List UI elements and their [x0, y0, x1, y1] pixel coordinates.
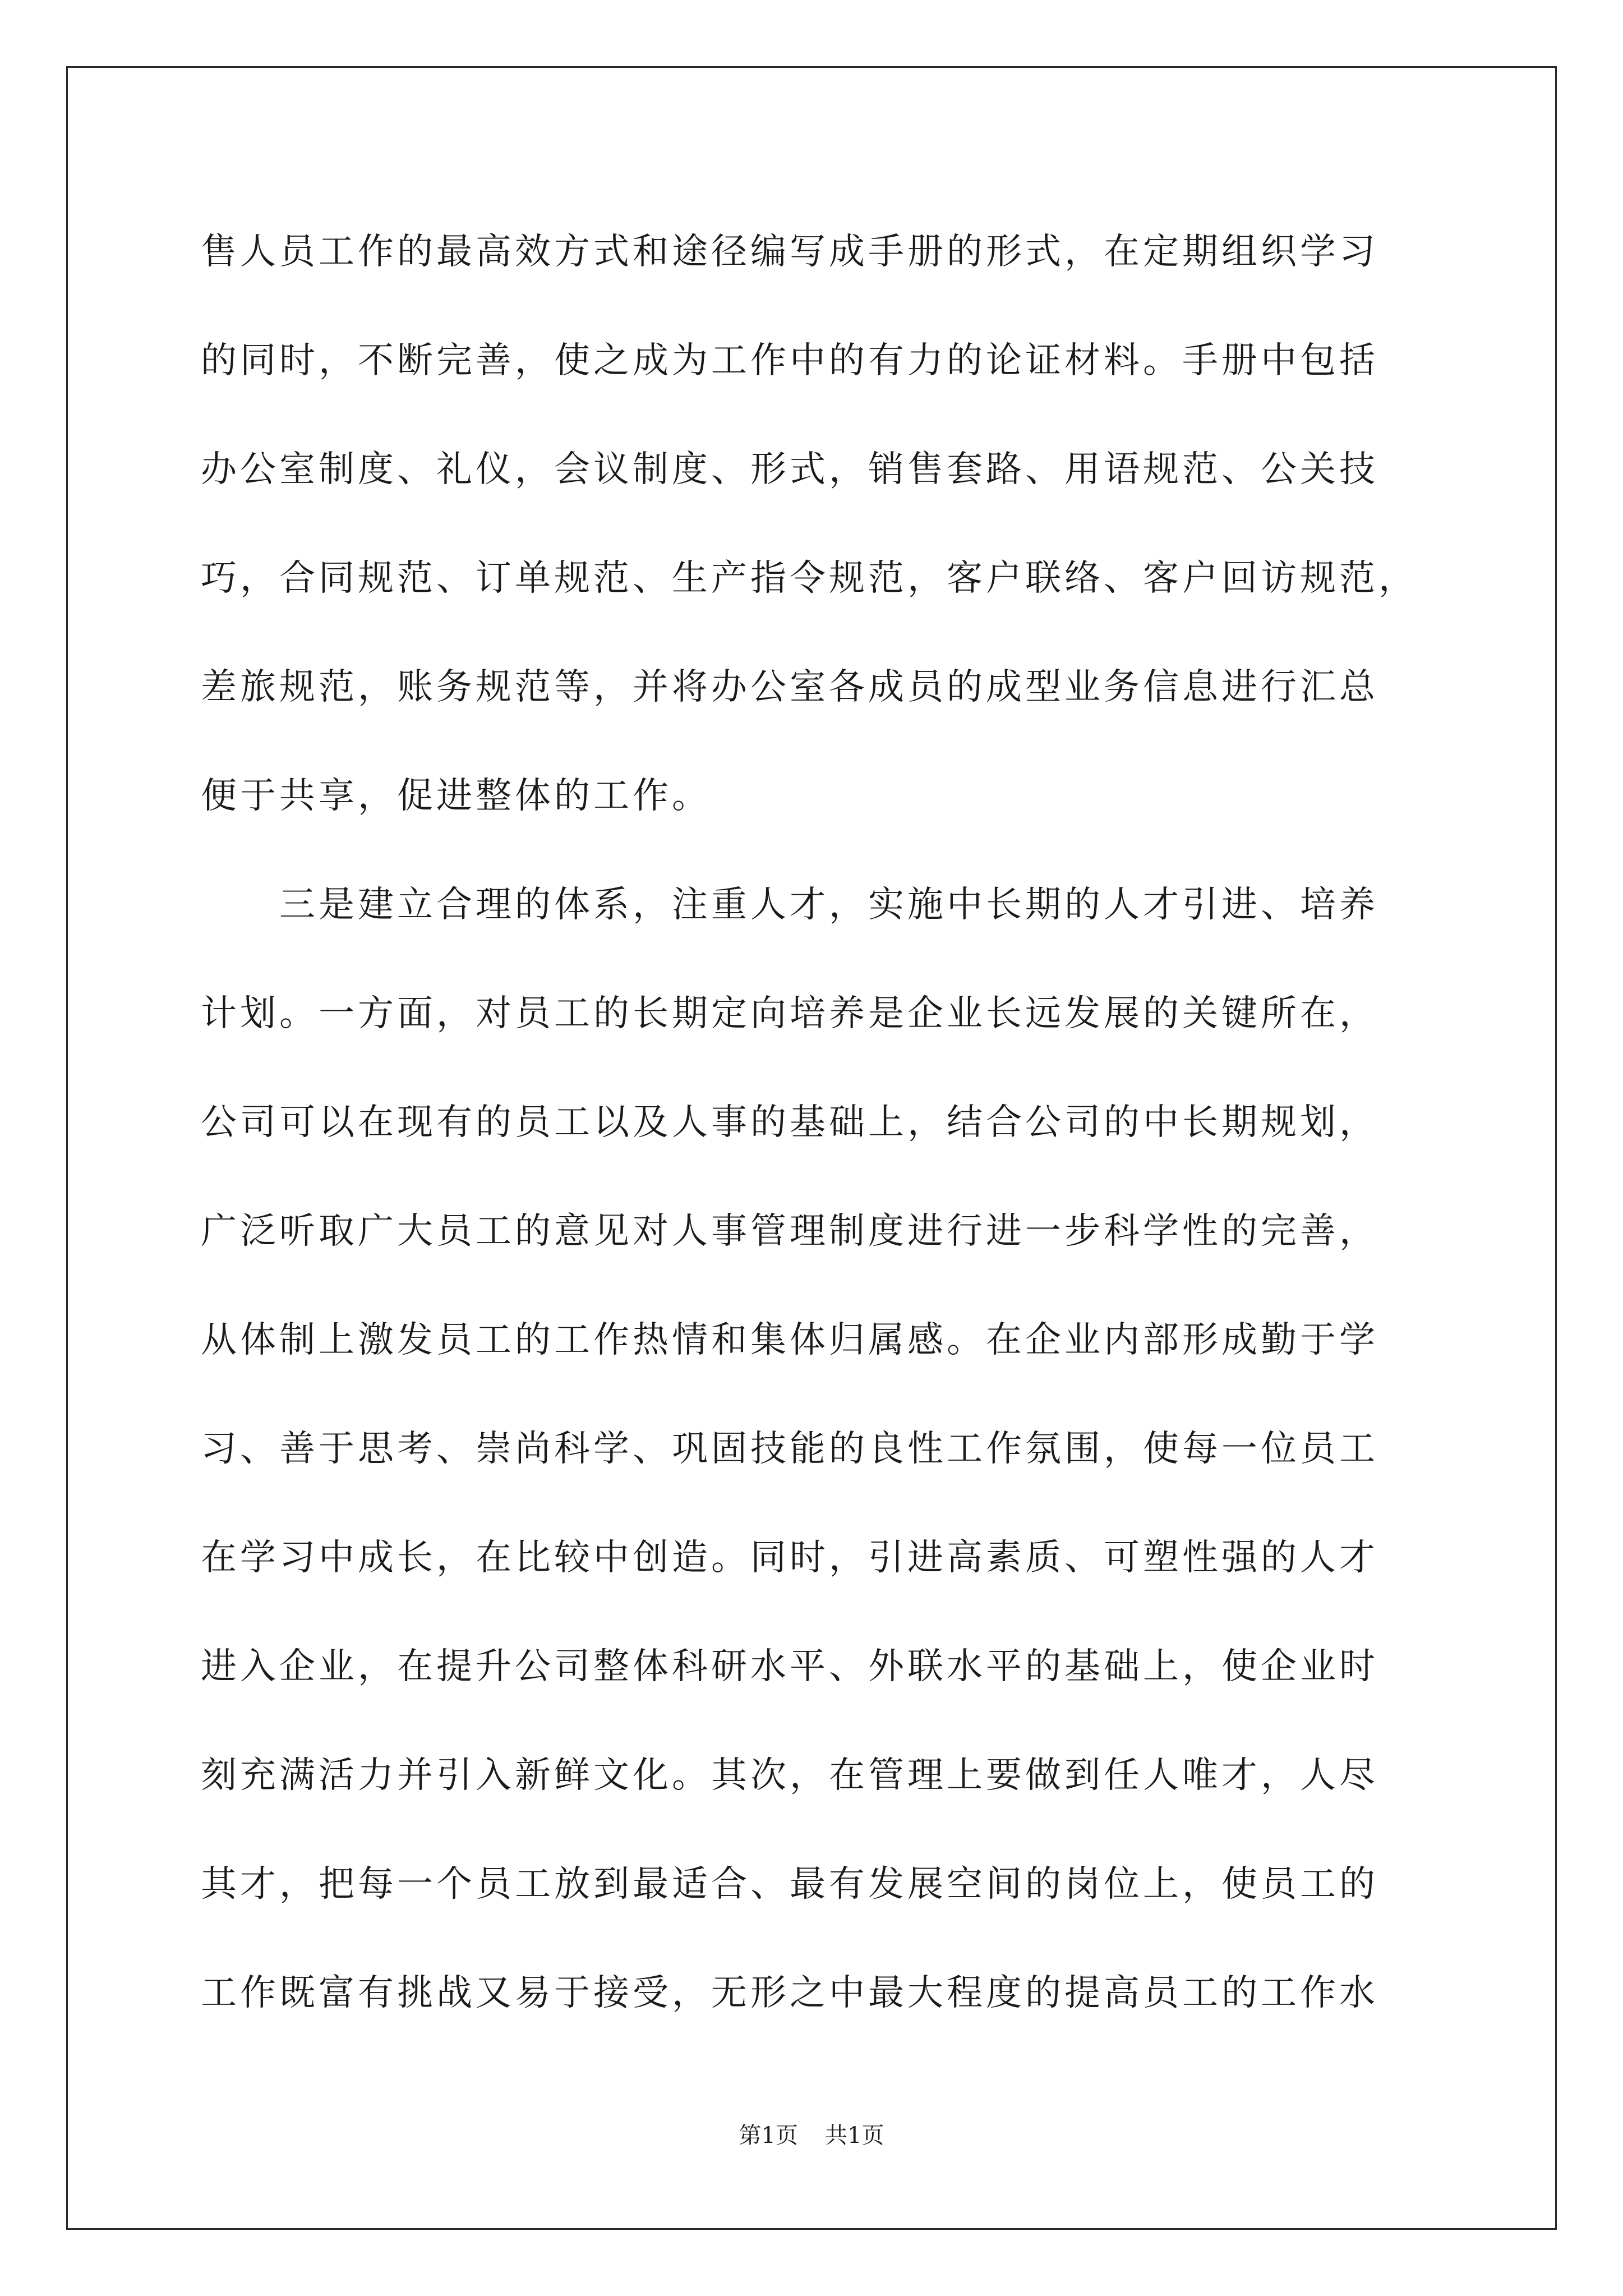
text-line: 三是建立合理的体系，注重人才，实施中长期的人才引进、培养 — [201, 884, 1378, 926]
text-line: 售人员工作的最高效方式和途径编写成手册的形式，在定期组织学习 — [201, 231, 1378, 273]
text-line: 工作既富有挑战又易于接受，无形之中最大程度的提高员工的工作水 — [201, 1972, 1378, 2014]
text-line: 办公室制度、礼仪，会议制度、形式，销售套路、用语规范、公关技 — [201, 449, 1378, 490]
text-line: 计划。一方面，对员工的长期定向培养是企业长远发展的关键所在， — [201, 993, 1378, 1034]
page-footer — [0, 2122, 1623, 2150]
text-line: 其才，把每一个员工放到最适合、最有发展空间的岗位上，使员工的 — [201, 1864, 1378, 1905]
text-line: 公司可以在现有的员工以及人事的基础上，结合公司的中长期规划， — [201, 1102, 1378, 1143]
text-line: 从体制上激发员工的工作热情和集体归属感。在企业内部形成勤于学 — [201, 1319, 1378, 1361]
text-line: 便于共享，促进整体的工作。 — [201, 775, 711, 817]
text-line: 刻充满活力并引入新鲜文化。其次，在管理上要做到任人唯才，人尽 — [201, 1755, 1378, 1796]
text-line: 差旅规范，账务规范等，并将办公室各成员的成型业务信息进行汇总 — [201, 666, 1378, 708]
text-line: 习、善于思考、崇尚科学、巩固技能的良性工作氛围，使每一位员工 — [201, 1428, 1378, 1470]
text-line: 在学习中成长，在比较中创造。同时，引进高素质、可塑性强的人才 — [201, 1537, 1378, 1579]
text-line: 进入企业，在提升公司整体科研水平、外联水平的基础上，使企业时 — [201, 1646, 1378, 1687]
text-line: 的同时，不断完善，使之成为工作中的有力的论证材料。手册中包括 — [201, 340, 1378, 381]
page-number: 第1页 — [739, 2123, 798, 2148]
text-line: 广泛听取广大员工的意见对人事管理制度进行进一步科学性的完善， — [201, 1211, 1378, 1252]
text-line: 巧，合同规范、订单规范、生产指令规范，客户联络、客户回访规范， — [201, 558, 1418, 599]
page-total: 共1页 — [825, 2123, 884, 2148]
